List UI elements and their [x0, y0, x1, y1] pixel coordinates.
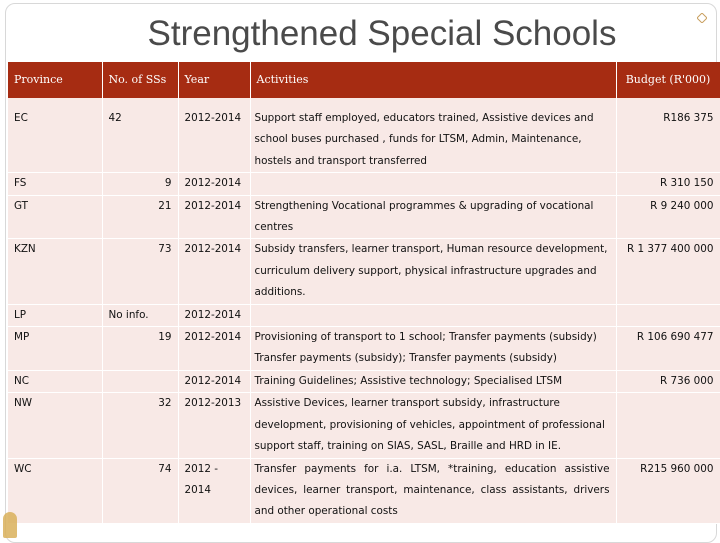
province-cell: EC [8, 98, 102, 173]
table-row [8, 327, 720, 371]
ss-count-cell: 21 [102, 195, 178, 239]
table-row [8, 393, 720, 458]
header-budget: Budget (R'000) [616, 62, 720, 98]
ss-count-cell: 74 [102, 458, 178, 523]
table-header-row [8, 62, 720, 98]
ss-count-cell: 32 [102, 393, 178, 458]
budget-cell: R 736 000 [616, 370, 720, 392]
year-cell: 2012-2014 [178, 98, 250, 173]
table-row [8, 304, 720, 326]
ss-count-cell [102, 370, 178, 392]
header-activities: Activities [250, 62, 616, 98]
province-cell: LP [8, 304, 102, 326]
activities-cell [250, 304, 616, 326]
header-year: Year [178, 62, 250, 98]
header-ss: No. of SSs [102, 62, 178, 98]
budget-cell: R186 375 [616, 98, 720, 173]
table-row [8, 195, 720, 239]
year-cell: 2012-2014 [178, 239, 250, 304]
table-row [8, 98, 720, 173]
activities-cell: Transfer payments for i.a. LTSM, *training, education assistive devices, learner transport, maintenance, class assistants, drivers and other operational costs [250, 458, 616, 523]
province-cell: NW [8, 393, 102, 458]
activities-cell: Training Guidelines; Assistive technology; Specialised LTSM [250, 370, 616, 392]
header-province: Province [8, 62, 102, 98]
activities-cell [250, 173, 616, 195]
year-cell: 2012-2014 [178, 195, 250, 239]
province-cell: NC [8, 370, 102, 392]
province-cell: KZN [8, 239, 102, 304]
ss-count-cell: 42 [102, 98, 178, 173]
year-cell: 2012-2014 [178, 327, 250, 371]
activities-cell: Assistive Devices, learner transport subsidy, infrastructure development, provisioning of vehicles, appointment of professional support staff, training on SIAS, SASL, Braille and HRD in IE. [250, 393, 616, 458]
budget-cell: R 9 240 000 [616, 195, 720, 239]
schools-table [8, 62, 720, 524]
logo-crest-icon [3, 512, 17, 538]
budget-cell: R 1 377 400 000 [616, 239, 720, 304]
schools-table-wrapper [8, 62, 720, 524]
ss-count-cell: 73 [102, 239, 178, 304]
year-cell: 2012-2013 [178, 393, 250, 458]
province-cell: FS [8, 173, 102, 195]
year-cell: 2012-2014 [178, 304, 250, 326]
table-row [8, 173, 720, 195]
province-cell: MP [8, 327, 102, 371]
year-cell: 2012 - 2014 [178, 458, 250, 523]
activities-cell: Subsidy transfers, learner transport, Human resource development, curriculum delivery support, physical infrastructure upgrades and additions. [250, 239, 616, 304]
table-row [8, 239, 720, 304]
activities-cell: Provisioning of transport to 1 school; Transfer payments (subsidy) Transfer payments (subsidy); Transfer payments (subsidy) [250, 327, 616, 371]
ss-count-cell: 9 [102, 173, 178, 195]
year-cell: 2012-2014 [178, 173, 250, 195]
ss-count-cell: 19 [102, 327, 178, 371]
province-cell: GT [8, 195, 102, 239]
budget-cell: R215 960 000 [616, 458, 720, 523]
ss-count-cell: No info. [102, 304, 178, 326]
table-row [8, 458, 720, 523]
page-title: Strengthened Special Schools [147, 14, 617, 53]
budget-cell: R 310 150 [616, 173, 720, 195]
budget-cell [616, 304, 720, 326]
province-cell: WC [8, 458, 102, 523]
budget-cell: R 106 690 477 [616, 327, 720, 371]
activities-cell: Support staff employed, educators trained, Assistive devices and school buses purchased , funds for LTSM, Admin, Maintenance, hostels and transport transferred [250, 98, 616, 173]
budget-cell [616, 393, 720, 458]
activities-cell: Strengthening Vocational programmes & upgrading of vocational centres [250, 195, 616, 239]
year-cell: 2012-2014 [178, 370, 250, 392]
table-row [8, 370, 720, 392]
